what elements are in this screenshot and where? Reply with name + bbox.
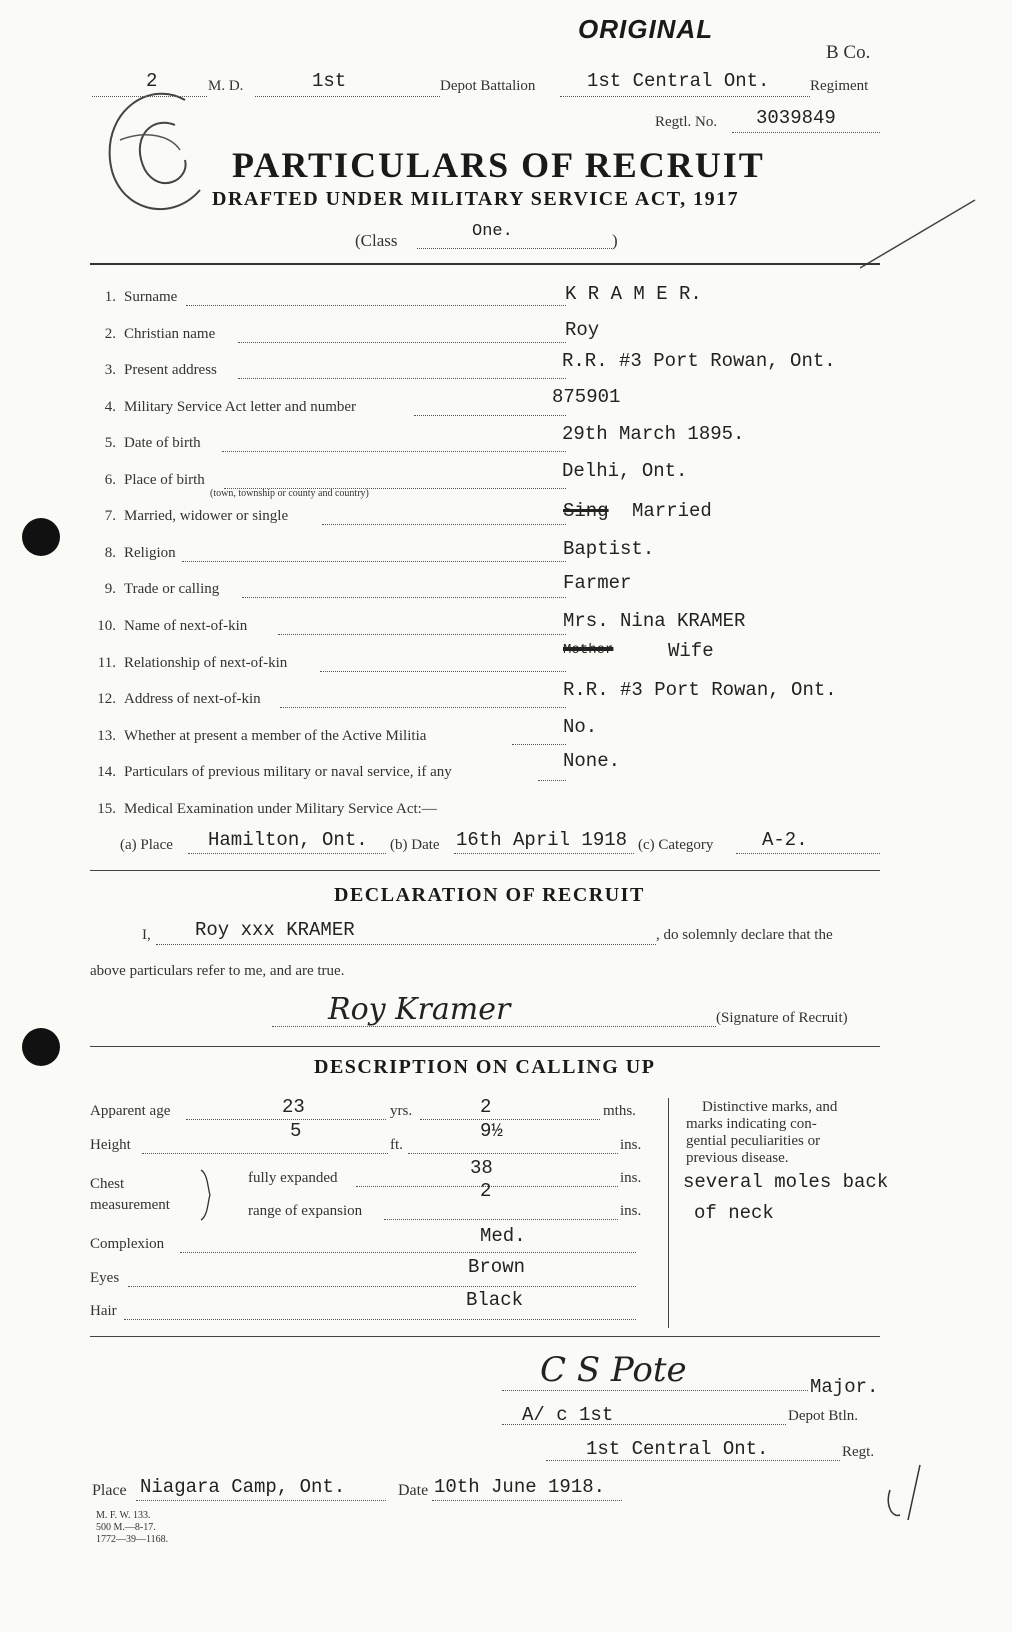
fully-expanded-value: 38 <box>470 1157 493 1179</box>
marital-status-value: Married <box>632 500 712 522</box>
print-code: 1772—39—1168. <box>96 1534 169 1545</box>
list-item: 9. Trade or calling <box>104 581 220 597</box>
mths-label: mths. <box>603 1103 636 1119</box>
struck-value: Sing <box>563 500 609 522</box>
description-heading: DESCRIPTION ON CALLING UP <box>314 1056 656 1078</box>
depot-label: Depot Battalion <box>440 78 536 94</box>
eyes-value: Brown <box>468 1256 526 1278</box>
marks-value-1: several moles back <box>683 1171 889 1193</box>
height-label: Height <box>90 1137 131 1153</box>
list-item: 7. Married, widower or single <box>104 508 289 524</box>
officer-regiment: 1st Central Ont. <box>586 1438 769 1460</box>
declaration-text-2: above particulars refer to me, and are true. <box>90 963 345 979</box>
age-months: 2 <box>480 1096 492 1118</box>
pencil-mark-icon <box>880 1460 940 1530</box>
recruit-signature: Roy Kramer <box>328 992 511 1027</box>
trade-value: Farmer <box>563 572 632 594</box>
officer-rank: Major. <box>810 1376 879 1398</box>
list-item: 13. Whether at present a member of the Active Militia <box>97 728 427 744</box>
eyes-label: Eyes <box>90 1270 120 1286</box>
marks-value-2: of neck <box>694 1202 774 1224</box>
list-item: 2. Christian name <box>104 326 216 342</box>
regtl-label: Regtl. No. <box>655 114 718 130</box>
regtl-number: 3039849 <box>756 107 836 129</box>
punch-hole-upper <box>22 518 60 556</box>
militia-value: No. <box>563 716 598 738</box>
struck-value: Mother <box>563 642 614 658</box>
punch-hole-lower <box>22 1028 60 1066</box>
medical-place-label: (a) Place <box>120 837 173 853</box>
next-of-kin-name-value: Mrs. Nina KRAMER <box>563 610 746 632</box>
fully-expanded-label: fully expanded <box>248 1170 338 1186</box>
present-address-value: R.R. #3 Port Rowan, Ont. <box>562 350 836 372</box>
list-item: 4. Military Service Act letter and number <box>104 399 357 415</box>
medical-date: 16th April 1918 <box>456 829 628 851</box>
declaration-text: , do solemnly declare that the <box>656 927 833 943</box>
officer-signature: C S Pote <box>540 1350 687 1390</box>
ins-label: ins. <box>620 1170 642 1186</box>
signature-label: (Signature of Recruit) <box>716 1010 848 1026</box>
ins-label: ins. <box>620 1203 642 1219</box>
list-item: 10. Name of next-of-kin <box>97 618 248 634</box>
medical-category-label: (c) Category <box>638 837 714 853</box>
brace-icon <box>198 1168 214 1222</box>
christian-name-value: Roy <box>565 319 600 341</box>
page-subtitle: DRAFTED UNDER MILITARY SERVICE ACT, 1917 <box>212 188 740 210</box>
class-close: ) <box>612 231 618 250</box>
relationship-value: Wife <box>668 640 714 662</box>
page-title: PARTICULARS OF RECRUIT <box>232 145 765 185</box>
yrs-label: yrs. <box>390 1103 413 1119</box>
ft-label: ft. <box>390 1137 403 1153</box>
declaration-heading: DECLARATION OF RECRUIT <box>334 884 645 906</box>
height-in: 9½ <box>480 1120 503 1142</box>
medical-category: A-2. <box>762 829 808 851</box>
marks-heading-4: previous disease. <box>686 1150 789 1166</box>
class-value: One. <box>472 222 513 241</box>
class-open: (Class <box>355 231 398 250</box>
officer-unit: A/ c 1st <box>522 1404 614 1426</box>
medical-place: Hamilton, Ont. <box>208 829 368 851</box>
list-item: 1. Surname <box>104 289 178 305</box>
range-label: range of expansion <box>248 1203 363 1219</box>
depot-value: 1st <box>312 70 347 92</box>
age-years: 23 <box>282 1096 305 1118</box>
md-value: 2 <box>146 70 158 92</box>
handwritten-flourish-icon <box>90 80 220 230</box>
date-of-birth-value: 29th March 1895. <box>562 423 745 445</box>
next-of-kin-address-value: R.R. #3 Port Rowan, Ont. <box>563 679 837 701</box>
hair-label: Hair <box>90 1303 117 1319</box>
complexion-label: Complexion <box>90 1236 165 1252</box>
chest-label-1: Chest <box>90 1176 125 1192</box>
list-item: 5. Date of birth <box>104 435 201 451</box>
list-item: 3. Present address <box>104 362 217 378</box>
place-of-birth-note: (town, township or county and country) <box>210 488 369 499</box>
regiment-value: 1st Central Ont. <box>587 70 770 92</box>
marks-heading-2: marks indicating con- <box>686 1116 817 1132</box>
list-item: 15. Medical Examination under Military Service Act:— <box>97 801 437 817</box>
list-item: 14. Particulars of previous military or naval service, if any <box>97 764 452 780</box>
marks-heading-3: gential peculiarities or <box>686 1133 821 1149</box>
original-stamp: ORIGINAL <box>578 14 714 44</box>
height-ft: 5 <box>290 1120 302 1142</box>
hair-value: Black <box>466 1289 524 1311</box>
msa-number-value: 875901 <box>552 386 621 408</box>
form-number: M. F. W. 133. <box>96 1510 151 1521</box>
footer-date: 10th June 1918. <box>434 1476 606 1498</box>
depot-btln-label: Depot Btln. <box>788 1408 858 1424</box>
list-item: 12. Address of next-of-kin <box>97 691 261 707</box>
medical-date-label: (b) Date <box>390 837 440 853</box>
regiment-label: Regiment <box>810 78 869 94</box>
print-run: 500 M.—8-17. <box>96 1522 156 1533</box>
marks-heading-1: Distinctive marks, and <box>702 1099 838 1115</box>
footer-date-label: Date <box>398 1482 429 1499</box>
declaration-name: Roy xxx KRAMER <box>195 919 355 941</box>
complexion-value: Med. <box>480 1225 526 1247</box>
ins-label: ins. <box>620 1137 642 1153</box>
regt-label: Regt. <box>842 1444 875 1460</box>
list-item: 6. Place of birth <box>104 472 205 488</box>
list-item: 11. Relationship of next-of-kin <box>97 655 288 671</box>
religion-value: Baptist. <box>563 538 655 560</box>
place-of-birth-value: Delhi, Ont. <box>562 460 688 482</box>
company: B Co. <box>826 42 871 63</box>
apparent-age-label: Apparent age <box>90 1103 171 1119</box>
footer-place-label: Place <box>92 1482 127 1499</box>
list-item: 8. Religion <box>104 545 176 561</box>
declaration-i: I, <box>142 927 151 943</box>
previous-service-value: None. <box>563 750 621 772</box>
surname-value: K R A M E R. <box>565 283 702 305</box>
column-divider <box>668 1098 669 1328</box>
md-label: M. D. <box>208 78 244 94</box>
chest-label-2: measurement <box>90 1197 170 1213</box>
footer-place: Niagara Camp, Ont. <box>140 1476 346 1498</box>
range-value: 2 <box>480 1180 492 1202</box>
